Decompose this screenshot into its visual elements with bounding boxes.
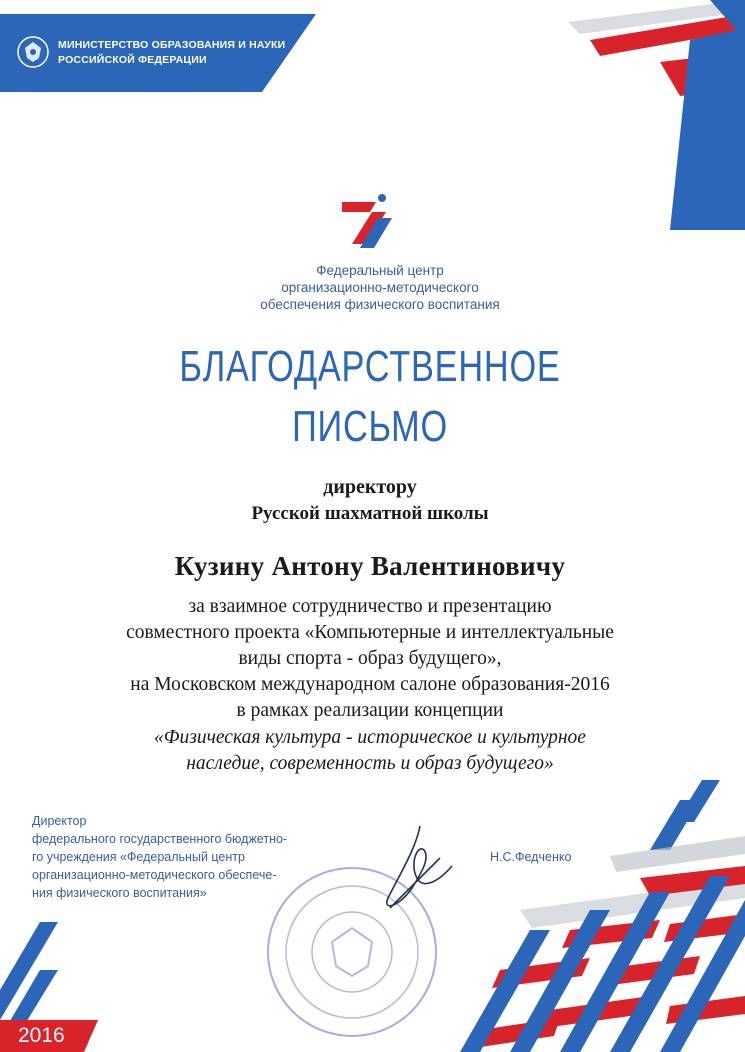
recipient-role: директору (323, 476, 417, 498)
body-line-3: виды спорта - образ будущего», (238, 648, 502, 669)
signer-line2: федерального государственного бюджетно- (32, 832, 288, 846)
signer-name: Н.С.Федченко (490, 850, 572, 864)
recipient-name: Кузину Антону Валентиновичу (174, 551, 566, 581)
signature (360, 818, 470, 928)
center-logo-icon (338, 192, 398, 252)
body-line-7: наследие, современность и образ будущего» (186, 753, 554, 774)
body-line-5: в рамках реализации концепции (236, 700, 504, 721)
top-right-decoration (560, 0, 745, 230)
org-line2: организационно-методического (281, 280, 479, 295)
body-line-4: на Московском международном салоне образования-2016 (130, 674, 610, 695)
body-line-6: «Физическая культура - историческое и культурное (154, 727, 586, 748)
ministry-name (58, 38, 318, 68)
ministry-emblem-icon (15, 34, 51, 70)
signer-line4: организационно-методического обеспече- (32, 868, 277, 882)
ministry-line1: МИНИСТЕРСТВО ОБРАЗОВАНИЯ И НАУКИ (58, 39, 286, 51)
org-line3: обеспечения физического воспитания (260, 297, 500, 312)
signer-line3: го учреждения «Федеральный центр (32, 850, 245, 864)
ministry-line2: РОССИЙСКОЙ ФЕДЕРАЦИИ (58, 54, 207, 66)
year-label: 2016 (18, 1024, 65, 1047)
body-line-2: совместного проекта «Компьютерные и интеллектуальные (126, 622, 614, 643)
signer-title (32, 812, 352, 902)
organization-name (200, 262, 560, 313)
org-line1: Федеральный центр (316, 263, 444, 278)
body-line-1: за взаимное сотрудничество и презентацию (188, 596, 552, 617)
document-title-line1: БЛАГОДАРСТВЕННОЕ (179, 342, 561, 391)
recipient-school: Русской шахматной школы (251, 503, 489, 524)
document-title-line2: ПИСЬМО (292, 402, 448, 451)
bottom-right-decoration (440, 760, 745, 1052)
signer-line5: ния физического воспитания» (32, 886, 207, 900)
signer-line1: Директор (32, 814, 87, 828)
